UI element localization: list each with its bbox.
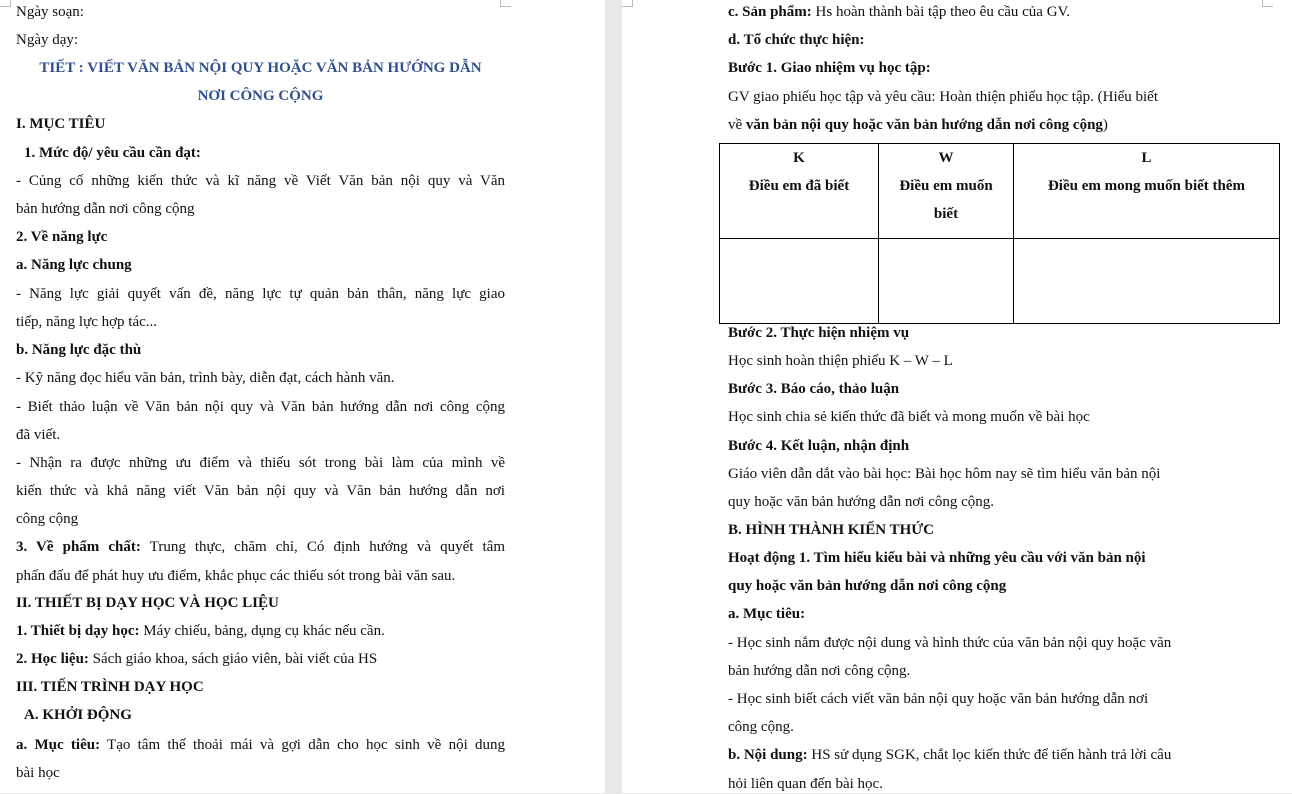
kwl-header-l [1014,144,1280,239]
heading-goal: a. Mục tiêu: [728,606,806,622]
paragraph: Học sinh chia sẻ kiến thức đã biết và mong muốn về bài học [728,409,1090,425]
header-label: Điều em muốn biết [899,178,993,222]
kwl-header-k [720,144,879,239]
margin-marker [0,0,11,7]
document-page-right[interactable] [622,0,1292,793]
header-letter: L [1141,150,1152,166]
text-bold: văn bản nội quy hoặc văn bản hướng dẫn nơi công cộng [745,117,1103,133]
heading-step3: Bước 3. Báo cáo, thảo luận [728,381,900,397]
teach-date: Ngày dạy: [16,32,79,48]
goal-label: a. Mục tiêu: [16,737,101,753]
heading-process: III. TIẾN TRÌNH DẠY HỌC [16,679,204,695]
heading-step2: Bước 2. Thực hiện nhiệm vụ [728,325,910,341]
heading-warmup: A. KHỞI ĐỘNG [24,707,132,723]
heading-objectives: I. MỤC TIÊU [16,116,106,132]
heading-step1: Bước 1. Giao nhiệm vụ học tập: [728,60,931,76]
document-page-left[interactable] [0,0,605,793]
table-header-row [720,144,1280,239]
header-label: Điều em mong muốn biết thêm [1047,178,1246,194]
paragraph: - Biết thảo luận về Văn bản nội quy và Văn bản hướng dẫn nơi công cộng [16,399,505,415]
margin-marker [1262,0,1273,7]
paragraph-materials [16,649,377,669]
paragraph: bản hướng dẫn nơi công cộng [16,201,195,217]
lesson-title-line2: NƠI CÔNG CỘNG [197,88,324,104]
paragraph: - Năng lực giải quyết vấn đề, năng lực tự quản bản thân, năng lực giao [16,286,505,302]
qualities-label: 3. Về phẩm chất: [16,539,141,555]
paragraph: Học sinh hoàn thiện phiếu K – W – L [728,353,953,369]
paragraph-qualities [16,537,505,557]
product-text: Hs hoàn thành bài tập theo êu cầu của GV. [811,4,1071,20]
paragraph: - Nhận ra được những ưu điểm và thiếu sót trong bài làm của mình về [16,455,505,471]
paragraph-goal [16,735,505,755]
equipment-text: Máy chiếu, bảng, dụng cụ khác nếu cần. [139,623,385,639]
paragraph: công cộng [16,511,79,527]
text: về [728,117,746,133]
paragraph: - Kỹ năng đọc hiểu văn bản, trình bày, diễn đạt, cách hành văn. [16,370,395,386]
paragraph: công cộng. [728,719,794,735]
heading-organize: d. Tổ chức thực hiện: [728,32,865,48]
margin-marker [500,0,511,7]
paragraph: bản hướng dẫn nơi công cộng. [728,663,911,679]
heading-general-competence: a. Năng lực chung [16,257,132,273]
paragraph: bài học [16,765,60,781]
text: ) [1102,117,1108,133]
product-label: c. Sản phẩm: [728,4,812,20]
kwl-cell-w[interactable] [879,239,1014,324]
heading-competence: 2. Về năng lực [16,229,108,245]
heading-specific-competence: b. Năng lực đặc thù [16,342,142,358]
kwl-cell-l[interactable] [1014,239,1280,324]
margin-marker [622,0,633,7]
materials-text: Sách giáo khoa, sách giáo viên, bài viết của HS [88,651,378,667]
paragraph-gv [728,115,1108,135]
equipment-label: 1. Thiết bị dạy học: [16,623,140,639]
heading-step4: Bước 4. Kết luận, nhận định [728,438,910,454]
paragraph-equipment [16,621,385,641]
paragraph: - Học sinh nắm được nội dung và hình thức của văn bản nội quy hoặc văn [728,635,1172,651]
paragraph-product [728,2,1070,22]
materials-label: 2. Học liệu: [16,651,89,667]
heading-knowledge: B. HÌNH THÀNH KIẾN THỨC [728,522,935,538]
header-label: Điều em đã biết [748,178,850,194]
kwl-header-w [879,144,1014,239]
kwl-cell-k[interactable] [720,239,879,324]
lesson-title-line1: TIẾT : VIẾT VĂN BẢN NỘI QUY HOẶC VĂN BẢN HƯỚNG DẪN [39,60,482,76]
content-label: b. Nội dung: [728,747,808,763]
paragraph: - Học sinh biết cách viết văn bản nội quy hoặc văn bản hướng dẫn nơi [728,691,1149,707]
header-letter: K [793,150,805,166]
paragraph: kiến thức và khả năng viết Văn bản nội quy và Văn bản hướng dẫn nơi [16,483,505,499]
paragraph-content [728,745,1171,765]
paragraph: đã viết. [16,427,61,443]
heading-activity1-cont: quy hoặc văn bản hướng dẫn nơi công cộng [728,578,1007,594]
kwl-table [719,143,1280,324]
paragraph: - Củng cố những kiến thức và kĩ năng về Viết Văn bản nội quy và Văn [16,173,505,189]
paragraph: GV giao phiếu học tập và yêu cầu: Hoàn thiện phiếu học tập. (Hiểu biết [728,89,1159,105]
paragraph: quy hoặc văn bản hướng dẫn nơi công cộng. [728,494,995,510]
paragraph: tiếp, năng lực hợp tác... [16,314,158,330]
heading-requirements: 1. Mức độ/ yêu cầu cần đạt: [24,145,201,161]
header-letter: W [938,150,954,166]
paragraph: phấn đấu để phát huy ưu điểm, khắc phục các thiếu sót trong bài văn sau. [16,568,456,584]
qualities-text: Trung thực, chăm chỉ, Có định hướng và quyết tâm [140,539,505,555]
paragraph: Giáo viên dẫn dắt vào bài học: Bài học hôm nay sẽ tìm hiểu văn bản nội [728,466,1161,482]
prep-date: Ngày soạn: [16,4,84,20]
content-text: HS sử dụng SGK, chắt lọc kiến thức để tiến hành trả lời câu [807,747,1172,763]
heading-equipment: II. THIẾT BỊ DẠY HỌC VÀ HỌC LIỆU [16,595,279,611]
table-row [720,239,1280,324]
paragraph: hỏi liên quan đến bài học. [728,776,883,792]
heading-activity1: Hoạt động 1. Tìm hiểu kiểu bài và những yêu cầu với văn bản nội [728,550,1146,566]
goal-text: Tạo tâm thế thoải mái và gợi dẫn cho học sinh về nội dung [100,737,505,753]
